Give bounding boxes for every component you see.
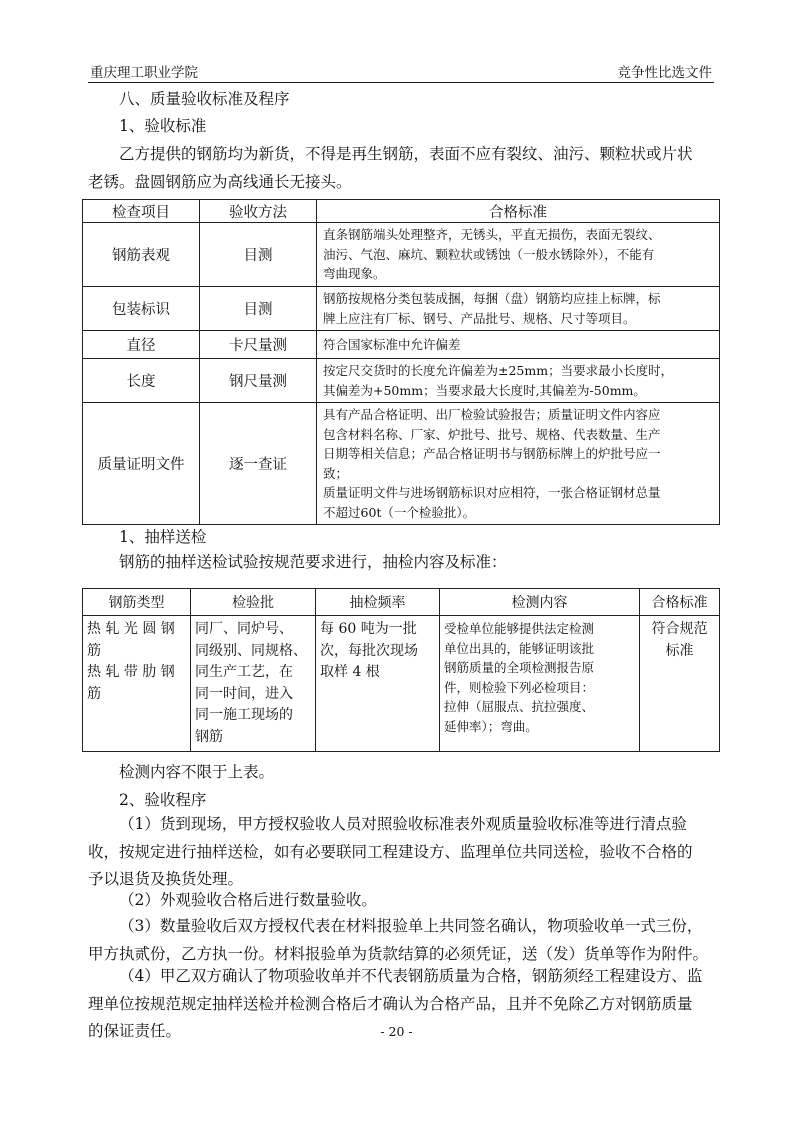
row-method: 卡尺量测 xyxy=(200,331,317,359)
subsection-acceptance-procedure: 2、验收程序 xyxy=(119,791,207,809)
inspection-batch-cell: 同厂、同炉号、 同级别、同规格、 同生产工艺，在 同一时间，进入 同一施工现场的 钢筋 xyxy=(191,616,316,752)
row-item: 钢筋表观 xyxy=(83,223,200,287)
header-inspection-batch: 检验批 xyxy=(191,589,316,616)
header-acceptance-method: 验收方法 xyxy=(200,200,317,223)
procedure-paragraph-3: （3）数量验收后双方授权代表在材料报验单上共同签名确认，物项验收单一式三份， 甲方执贰份，乙方执一份。材料报验单为货款结算的必须凭证，送（发）货单等作为附件。 xyxy=(88,917,709,963)
row-item: 质量证明文件 xyxy=(83,403,200,525)
table-row xyxy=(83,616,720,752)
table-row xyxy=(83,403,720,525)
procedure-paragraph-2: （2）外观验收合格后进行数量验收。 xyxy=(119,891,377,909)
row-standard: 具有产品合格证明、出厂检验试验报告；质量证明文件内容应 包含材料名称、厂家、炉批号、批号、规格、代表数量、生产 日期等相关信息；产品合格证明书与钢筋标牌上的炉批号应一 致； 质量证明文件与进场钢筋标识对应相符，一张合格证钢材总量 不超过60t（一个检验批）。 xyxy=(317,403,720,525)
procedure-paragraph-4: （4）甲乙双方确认了物项验收单并不代表钢筋质量为合格，钢筋须经工程建设方、监 理单位按规范规定抽样送检并检测合格后才确认为合格产品，且并不免除乙方对钢筋质量 的保证责任。 xyxy=(88,967,703,1040)
row-method: 钢尺量测 xyxy=(200,359,317,403)
row-item: 包装标识 xyxy=(83,287,200,331)
header-school-name: 重庆理工职业学院 xyxy=(90,65,198,81)
page-header xyxy=(88,58,714,83)
row-method: 目测 xyxy=(200,287,317,331)
sampling-table xyxy=(82,588,720,752)
row-method: 逐一查证 xyxy=(200,403,317,525)
row-standard: 钢筋按规格分类包装成捆，每捆（盘）钢筋均应挂上标牌，标 牌上应注有厂标、钢号、产品批号、规格、尺寸等项目。 xyxy=(317,287,720,331)
table-header-row xyxy=(83,589,720,616)
procedure-paragraph-1: （1）货到现场，甲方授权验收人员对照验收标准表外观质量验收标准等进行清点验 收，按规定进行抽样送检，如有必要联同工程建设方、监理单位共同送检，验收不合格的 予以退货及换货处理。 xyxy=(88,815,693,888)
header-qualification-standard: 合格标准 xyxy=(317,200,720,223)
pass-standard-cell: 符合规范 标准 xyxy=(640,616,720,752)
row-item: 长度 xyxy=(83,359,200,403)
table-row xyxy=(83,287,720,331)
sampling-frequency-cell: 每 60 吨为一批 次，每批次现场 取样 4 根 xyxy=(316,616,440,752)
table-row xyxy=(83,359,720,403)
table-row xyxy=(83,331,720,359)
intro-line-1: 乙方提供的钢筋均为新货，不得是再生钢筋，表面不应有裂纹、油污、颗粒状或片状 xyxy=(119,145,693,163)
header-test-content: 检测内容 xyxy=(440,589,640,616)
row-standard: 按定尺交货时的长度允许偏差为±25mm；当要求最小长度时， 其偏差为+50mm；当要求最大长度时,其偏差为-50mm。 xyxy=(317,359,720,403)
row-item: 直径 xyxy=(83,331,200,359)
table-note: 检测内容不限于上表。 xyxy=(119,763,275,781)
table-row xyxy=(83,223,720,287)
acceptance-standard-table xyxy=(82,199,720,525)
rebar-type-cell: 热 轧 光 圆 钢 筋 热 轧 带 肋 钢 筋 xyxy=(83,616,191,752)
row-standard: 符合国家标准中允许偏差 xyxy=(317,331,720,359)
sampling-intro: 钢筋的抽样送检试验按规范要求进行，抽检内容及标准： xyxy=(119,553,507,571)
header-pass-standard: 合格标准 xyxy=(640,589,720,616)
row-method: 目测 xyxy=(200,223,317,287)
header-inspection-item: 检查项目 xyxy=(83,200,200,223)
table-header-row xyxy=(83,200,720,223)
test-content-cell: 受检单位能够提供法定检测 单位出具的，能够证明该批 钢筋质量的全项检测报告原 件，则检验下列必检项目： 拉伸（屈服点、抗拉强度、 延伸率）；弯曲。 xyxy=(440,616,640,752)
section-title: 八、质量验收标准及程序 xyxy=(119,90,290,108)
subsection-acceptance-standard: 1、验收标准 xyxy=(119,117,207,135)
subsection-sampling: 1、抽样送检 xyxy=(119,528,207,546)
page-number: - 20 - xyxy=(380,1024,413,1039)
header-rebar-type: 钢筋类型 xyxy=(83,589,191,616)
header-sampling-frequency: 抽检频率 xyxy=(316,589,440,616)
intro-line-2: 老锈。盘圆钢筋应为高线通长无接头。 xyxy=(88,173,352,191)
row-standard: 直条钢筋端头处理整齐，无锈头，平直无损伤，表面无裂纹、 油污、气泡、麻坑、颗粒状或锈蚀（一般水锈除外），不能有 弯曲现象。 xyxy=(317,223,720,287)
header-doc-title: 竞争性比选文件 xyxy=(617,65,712,81)
